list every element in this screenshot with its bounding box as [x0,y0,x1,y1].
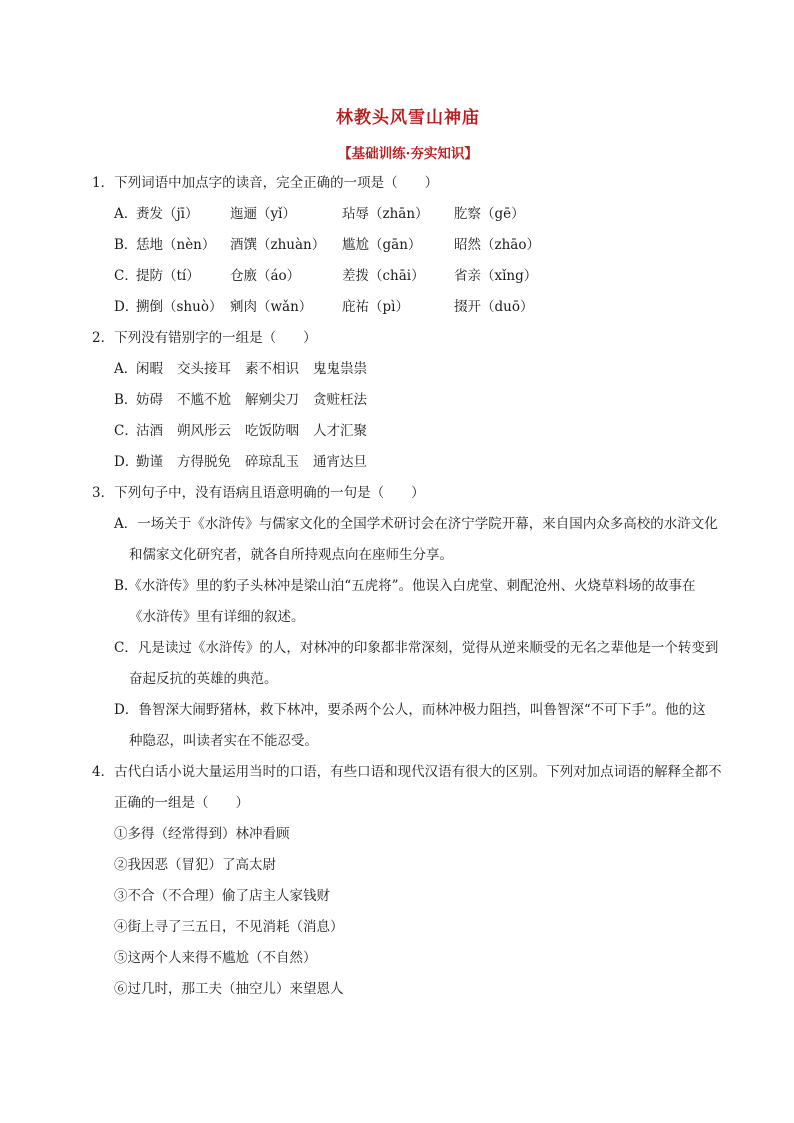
question-3 [92,478,724,757]
option-letter: B． [114,237,138,253]
option-item: 仓廒（áo） [230,268,301,284]
option-item: 闲暇 [136,361,163,377]
option-item: 庇祐（pì） [342,299,409,315]
option-letter: C． [114,423,138,439]
option-item: 酒馔（zhuàn） [230,237,326,253]
choice-list [92,819,724,1005]
option-line: 奋起反抗的英雄的典范。 [129,671,278,687]
section-subtitle: 【基础训练·夯实知识】 [338,146,478,162]
choice-item: ①多得（经常得到）林冲看顾 [114,826,290,842]
question-number: 2． [92,330,115,346]
question-number: 4． [92,764,115,780]
option-item: 剜肉（wǎn） [230,299,313,315]
option-item: 掇开（duō） [454,299,534,315]
question-stem [92,478,724,509]
option-a [92,509,724,571]
option-item: 恁地（nèn） [136,237,216,253]
option-item: 鬼鬼祟祟 [313,361,367,377]
option-item: 勤谨 [136,454,163,470]
option-line: 《水浒传》里有详细的叙述。 [129,609,305,625]
option-d [92,695,724,757]
option-item: 人才汇聚 [313,423,367,439]
option-b [114,385,724,416]
question-4 [92,757,724,1005]
question-1 [92,168,724,323]
option-item: 通宵达旦 [313,454,367,470]
option-letter: B． [114,392,138,408]
option-item: 提防（tí） [136,268,200,284]
option-d [114,447,724,478]
option-b [114,230,724,261]
option-letter: D． [114,299,139,315]
option-item: 差拨（chāi） [342,268,425,284]
question-stem [92,168,724,199]
option-item: 迤逦（yǐ） [230,206,296,222]
choice-item: ③不合（不合理）偷了店主人家钱财 [114,888,330,904]
option-item: 玷辱（zhān） [342,206,429,222]
option-line: 和儒家文化研究者，就各自所持观点向在座师生分享。 [129,547,453,563]
option-list [92,199,724,323]
option-c [114,261,724,292]
option-letter: D． [114,454,139,470]
question-stem [92,757,724,788]
option-item: 省亲（xǐng） [454,268,538,284]
option-line: A．一场关于《水浒传》与儒家文化的全国学术研讨会在济宁学院开幕，来自国内众多高校的水浒文化 [114,516,718,532]
option-a [114,354,724,385]
option-item: 尴尬（gān） [342,237,422,253]
question-text-continued: 正确的一组是（ ） [114,795,249,811]
choice-item: ⑥过几时，那工夫（抽空儿）来望恩人 [114,981,344,997]
option-item: 朔风彤云 [177,423,231,439]
option-item: 赉发（jī） [136,206,199,222]
option-item: 方得脱免 [177,454,231,470]
option-item: 肐察（gē） [454,206,525,222]
option-item: 沽酒 [136,423,163,439]
option-line: C．凡是读过《水浒传》的人，对林冲的印象都非常深刻，觉得从逆来顺受的无名之辈他是一个转变到 [114,640,719,656]
option-item: 吃饭防咽 [245,423,299,439]
option-item: 解剜尖刀 [245,392,299,408]
option-item: 昭然（zhāo） [454,237,540,253]
option-c [114,416,724,447]
option-item: 素不相识 [245,361,299,377]
question-text: 下列没有错别字的一组是（ ） [114,330,317,346]
option-list [92,354,724,478]
question-text: 下列句子中，没有语病且语意明确的一句是（ ） [114,485,425,501]
option-letter: C． [114,268,138,284]
question-number: 3． [92,485,115,501]
page-title: 林教头风雪山神庙 [336,108,480,128]
question-2 [92,323,724,478]
option-item: 碎琼乱玉 [245,454,299,470]
option-d [114,292,724,323]
option-letter: A． [114,361,138,377]
option-line: D．鲁智深大闹野猪林，救下林冲，要杀两个公人，而林冲极力阻挡，叫鲁智深“不可下手”。他的这 [114,702,706,718]
question-stem [92,323,724,354]
option-line: 种隐忍，叫读者实在不能忍受。 [129,733,318,749]
option-b [92,571,724,633]
question-text: 下列词语中加点字的读音，完全正确的一项是（ ） [114,175,439,191]
question-text: 古代白话小说大量运用当时的口语，有些口语和现代汉语有很大的区别。下列对加点词语的解释全都不 [114,764,722,780]
option-letter: A． [114,206,138,222]
option-item: 妨碍 [136,392,163,408]
option-item: 交头接耳 [177,361,231,377]
option-a [114,199,724,230]
option-item: 搠倒（shuò） [136,299,223,315]
choice-item: ⑤这两个人来得不尴尬（不自然） [114,950,317,966]
option-line: B.《水浒传》里的豹子头林冲是梁山泊“五虎将”。他误入白虎堂、刺配沧州、火烧草料场的故事在 [114,578,696,594]
option-c [92,633,724,695]
choice-item: ②我因恶（冒犯）了高太尉 [114,857,276,873]
question-number: 1． [92,175,115,191]
option-item: 不尴不尬 [177,392,231,408]
option-item: 贪赃枉法 [313,392,367,408]
choice-item: ④街上寻了三五日，不见消耗（消息） [114,919,344,935]
